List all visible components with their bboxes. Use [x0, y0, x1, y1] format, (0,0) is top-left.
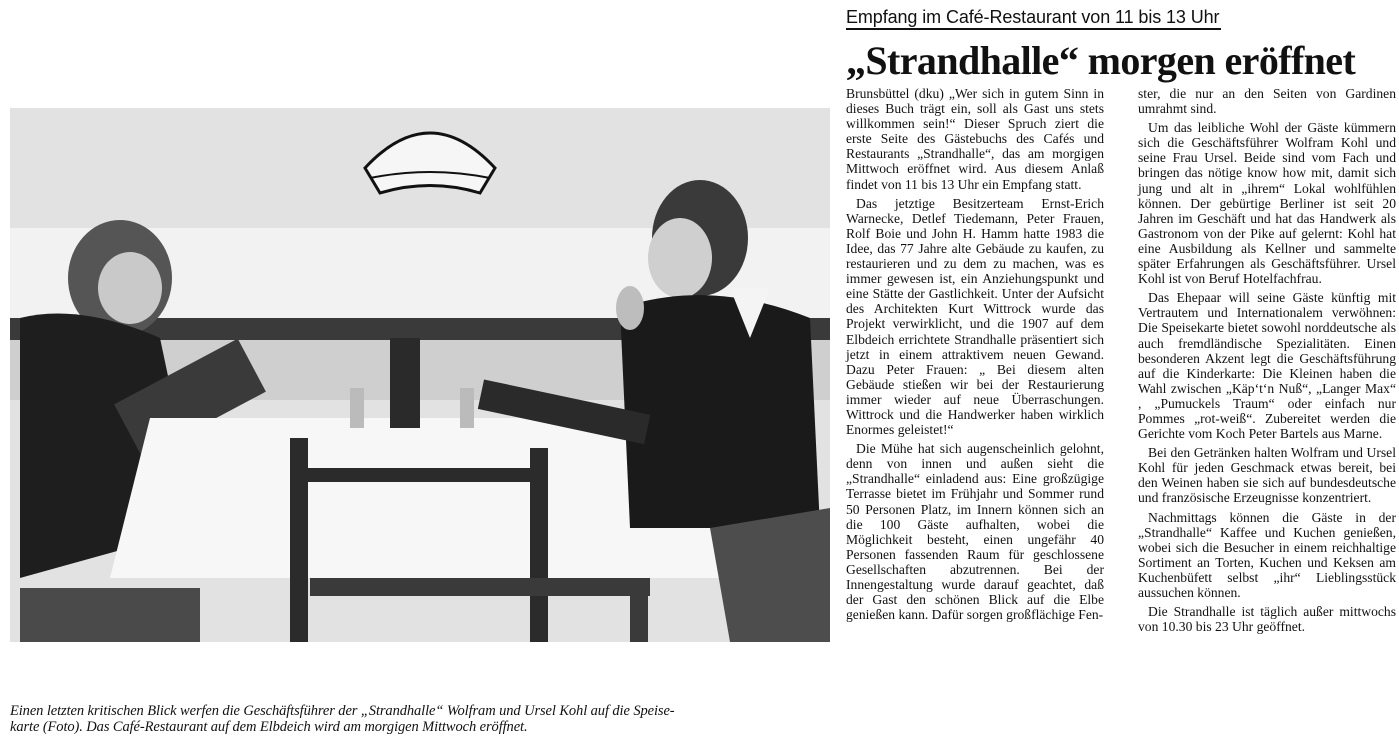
paragraph: Das Ehepaar will seine Gäste künftig mit Vertrautem und Internationalem verwöhnen: Die Speisekarte bietet sowohl norddeutsche als auch fremdländische Spezialitäten. Einen besonderen Akzent legt die Geschäftsführung auf die Kinderkarte: Die Kleinen haben die Wahl zwischen „Käp‘t‘n Nuß“, „Langer Max“ , „Pumuckels Traum“ oder einfach nur Pommes „rot-weiß“. Zubereitet werden die Gerichte vom Koch Peter Bartels aus Marne. [1138, 290, 1396, 442]
article-headline: „Strandhalle“ morgen eröffnet [846, 38, 1356, 83]
paragraph: Nachmittags können die Gäste in der „Strandhalle“ Kaffee und Kuchen genießen, wobei sich die Besucher in einem reichhaltige Sortiment an Torten, Kuchen und Keksen am Kuchenbüfett selbst „ihr“ Lieblingsstück aussuchen können. [1138, 509, 1396, 600]
paragraph: Die Mühe hat sich augenscheinlich gelohnt, denn von innen und außen sieht die „Strandhalle“ einladend aus: Eine großzügige Terrasse bietet im Frühjahr und Sommer rund 50 Personen Platz, im Innern können sich an die 100 Gäste aufhalten, wobei die Möglichkeit besteht, einen ungefähr 40 Personen fassenden Raum für geschlossene Gesellschaften abzutrennen. Bei der Innengestaltung wurde darauf geachtet, daß der Gast den schönen Blick auf die Elbe genießen kann. Dafür sorgen großflächige Fen- [846, 441, 1104, 623]
paragraph: Um das leibliche Wohl der Gäste kümmern sich die Geschäftsführer Wolfram Kohl und seine Frau Ursel. Beide sind vom Fach und bringen das nötige know how mit, damit sich jung und alt in „ihrem“ Lokal wohlfühlen können. Der gebürtige Berliner ist seit 20 Jahren im Geschäft und hat das Handwerk als Gastronom von der Pike auf gelernt: Kohl hat eine Ausbildung als Kellner und sammelte später Erfahrungen als Geschäftsführer. Ursel Kohl ist von Beruf Hotelfachfrau. [1138, 120, 1396, 287]
paragraph: Das jetztige Besitzerteam Ernst-Erich Warnecke, Detlef Tiedemann, Peter Frauen, Rolf Boie und John H. Hamm hatte 1983 die Idee, das 77 Jahre alte Gebäude zu kaufen, zu restaurieren und zu dem zu machen, was es immer gewesen ist, ein Anziehungspunkt und eine Stätte der Gastlichkeit. Unter der Aufsicht des Architekten Kurt Wittrock wurde das Projekt verwirklicht, und die 1907 auf dem Elbdeich errichtete Strandhalle präsentiert sich jetzt in einem attraktivem neuen Gewand. Dazu Peter Frauen: „ Bei diesem alten Gebäude stießen wir bei der Restaurierung immer wieder auf neue Überraschungen. Wittrock und die Handwerker haben wirklich Enormes geleistet!“ [846, 195, 1104, 438]
paragraph: Die Strandhalle ist täglich außer mittwochs von 10.30 bis 23 Uhr geöffnet. [1138, 604, 1396, 635]
article-column-2 [1138, 86, 1396, 638]
article-photo [10, 108, 830, 642]
article-kicker: Empfang im Café-Restaurant von 11 bis 13 Uhr [846, 6, 1221, 30]
paragraph: Bei den Getränken halten Wolfram und Ursel Kohl für jeden Geschmack etwas bereit, bei den Weinen haben sie sich auf bundesdeutsche und französische Erzeugnisse konzentriert. [1138, 445, 1396, 506]
paragraph: ster, die nur an den Seiten von Gardinen umrahmt sind. [1138, 86, 1396, 117]
caption-line-1: Einen letzten kritischen Blick werfen die Geschäftsführer der „Strandhalle“ Wolfram und Ursel Kohl auf die Speise- [10, 703, 675, 719]
caption-line-2: karte (Foto). Das Café-Restaurant auf dem Elbdeich wird am morgigen Mittwoch eröffnet. [10, 719, 528, 735]
article-column-1 [846, 86, 1104, 626]
paragraph: Brunsbüttel (dku) „Wer sich in gutem Sinn in dieses Buch trägt ein, soll als Gast uns stets willkommen sein!“ Dieser Spruch ziert die erste Seite des Gästebuchs des Cafés und Restaurants „Strandhalle“, das am morgigen Mittwoch eröffnet wird. Aus diesem Anlaß findet von 11 bis 13 Uhr ein Empfang statt. [846, 86, 1104, 192]
photo-caption [10, 703, 832, 735]
